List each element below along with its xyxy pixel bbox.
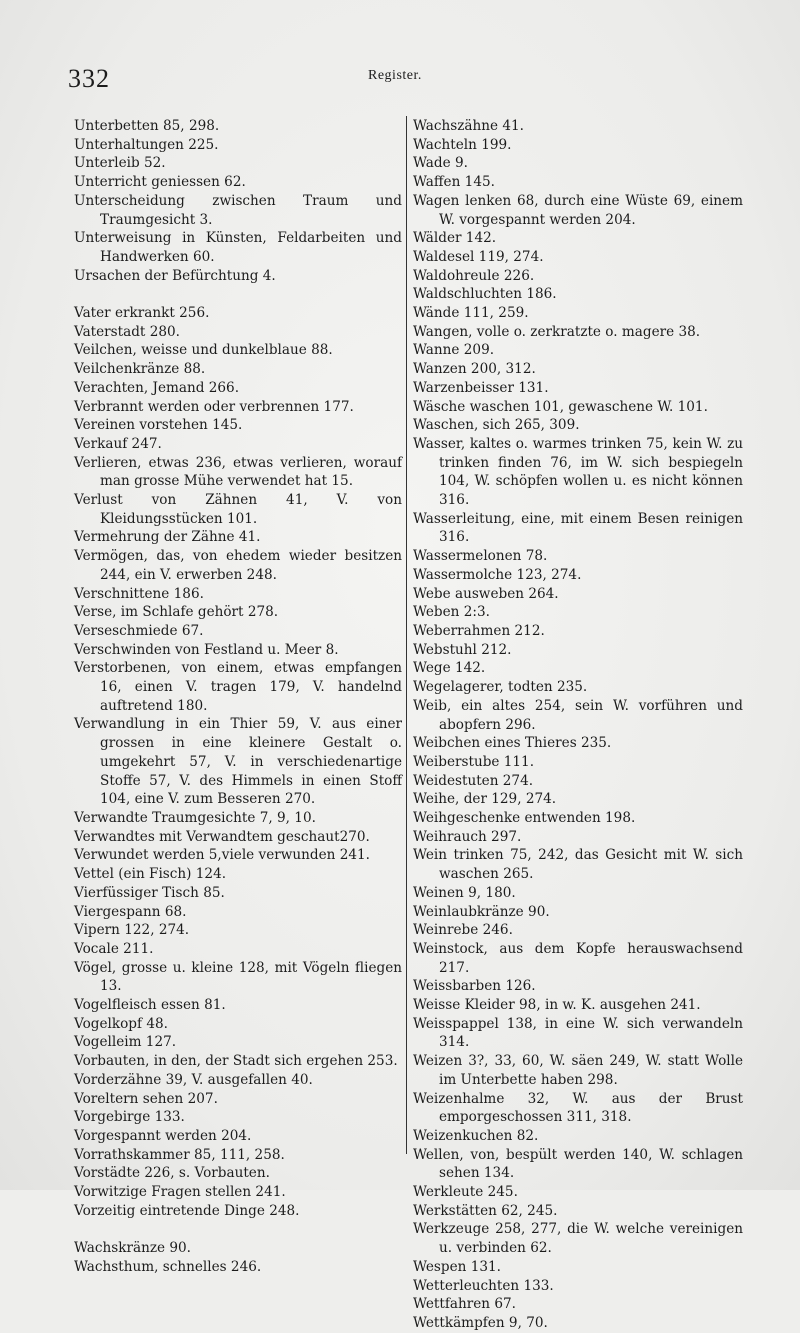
index-entry: Unterleib 52.: [74, 155, 166, 172]
index-entry: Veilchenkränze 88.: [74, 361, 206, 378]
index-entry: Wein trinken 75, 242, das Gesicht mit W. sich waschen 265.: [413, 847, 743, 883]
index-entry: Vogelfleisch essen 81.: [74, 997, 226, 1014]
index-entry: Vorwitzige Fragen stellen 241.: [74, 1184, 286, 1201]
index-entry: Vorderzähne 39, V. ausgefallen 40.: [74, 1071, 313, 1088]
index-entry: Vorgebirge 133.: [74, 1109, 185, 1126]
index-entry: Wettkämpfen 9, 70.: [413, 1315, 548, 1331]
index-entry: Wanne 209.: [413, 342, 495, 359]
index-entry: Werkstätten 62, 245.: [413, 1202, 558, 1219]
index-entry: Weinlaubkränze 90.: [413, 903, 550, 920]
section-gap: [74, 1220, 402, 1239]
index-entry: Vierfüssiger Tisch 85.: [74, 884, 225, 901]
index-entry: Wegelagerer, todten 235.: [413, 679, 588, 696]
index-entry: Verkauf 247.: [74, 435, 162, 452]
page-number: 332: [68, 64, 110, 93]
index-entry: Weizenhalme 32, W. aus der Brust emporgeschossen 311, 318.: [413, 1090, 743, 1126]
index-entry: Weihgeschenke entwenden 198.: [413, 810, 636, 827]
index-entry: Vereinen vorstehen 145.: [74, 417, 243, 434]
index-entry: Waschen, sich 265, 309.: [413, 417, 580, 434]
index-entry: Vorgespannt werden 204.: [74, 1127, 252, 1144]
index-entry: Wachsthum, schnelles 246.: [74, 1258, 262, 1275]
index-entry: Wege 142.: [413, 660, 486, 677]
index-entry: Verwandte Traumgesichte 7, 9, 10.: [74, 810, 316, 826]
index-entry: Weisspappel 138, in eine W. sich verwandeln 314.: [413, 1015, 743, 1051]
index-entry: Weinrebe 246.: [413, 922, 513, 939]
index-entry: Verse, im Schlafe gehört 278.: [74, 604, 279, 621]
index-entry: Vaterstadt 280.: [74, 323, 180, 340]
index-entry: Wasserleitung, eine, mit einem Besen reinigen 316.: [413, 510, 743, 546]
index-entry: Werkleute 245.: [413, 1184, 518, 1201]
index-entry: Wellen, von, bespült werden 140, W. schlagen sehen 134.: [413, 1146, 743, 1182]
index-entry: Vocale 211.: [74, 940, 154, 957]
index-entry: Vorbauten, in den, der Stadt sich ergehen 253.: [74, 1053, 398, 1070]
index-entry: Wachszähne 41.: [413, 118, 524, 134]
index-entry: Unterricht geniessen 62.: [74, 174, 246, 191]
index-entry: Wasser, kaltes o. warmes trinken 75, kein W. zu trinken finden 76, im W. sich bespiegeln 104, W. schöpfen wollen u. es nicht können 316.: [413, 435, 743, 509]
index-entry: Waldschluchten 186.: [413, 286, 557, 303]
index-entry: Webstuhl 212.: [413, 641, 512, 658]
index-entry: Weihe, der 129, 274.: [413, 791, 557, 808]
index-entry: Verlust von Zähnen 41, V. von Kleidungsstücken 101.: [74, 492, 402, 527]
index-entry: Voreltern sehen 207.: [74, 1090, 218, 1107]
index-entry: Verlieren, etwas 236, etwas verlieren, worauf man grosse Mühe verwendet hat 15.: [74, 454, 402, 490]
index-entry: Wade 9.: [413, 155, 468, 172]
index-entry: Weiberstube 111.: [413, 753, 535, 770]
index-entry: Waldesel 119, 274.: [413, 248, 544, 265]
index-entry: Vögel, grosse u. kleine 128, mit Vögeln fliegen 13.: [74, 959, 402, 995]
index-entry: Verseschmiede 67.: [74, 622, 204, 639]
index-entry: Vipern 122, 274.: [74, 922, 190, 939]
index-entry: Wachteln 199.: [413, 136, 512, 153]
index-entry: Vermögen, das, von ehedem wieder besitzen 244, ein V. erwerben 248.: [74, 548, 402, 583]
index-entry: Wettfahren 67.: [413, 1296, 516, 1313]
index-entry: Wachskränze 90.: [74, 1240, 191, 1257]
index-entry: Unterweisung in Künsten, Feldarbeiten und Handwerken 60.: [74, 230, 402, 265]
index-entry: Wagen lenken 68, durch eine Wüste 69, einem W. vorgespannt werden 204.: [413, 192, 743, 228]
index-entry: Weibchen eines Thieres 235.: [413, 735, 612, 752]
index-entry: Vogelkopf 48.: [74, 1015, 168, 1032]
column-divider: [406, 116, 407, 1154]
index-entry: Vorstädte 226, s. Vorbauten.: [74, 1165, 270, 1182]
index-entry: Waldohreule 226.: [413, 267, 535, 284]
index-entry: Weidestuten 274.: [413, 772, 534, 789]
index-entry: Weihrauch 297.: [413, 828, 522, 845]
index-entry: Vogelleim 127.: [74, 1034, 177, 1051]
index-entry: Vorrathskammer 85, 111, 258.: [74, 1146, 285, 1163]
index-entry: Wespen 131.: [413, 1258, 501, 1275]
index-entry: Verwandtes mit Verwandtem geschaut270.: [74, 828, 370, 845]
index-entry: Verwandlung in ein Thier 59, V. aus einer grossen in eine kleinere Gestalt o. umgekehrt 57, V. in verschiedenartige Stoffe 57, V. des Himmels in einen Stoff 104, eine V. zum Besseren 270.: [74, 716, 402, 808]
index-entry: Weib, ein altes 254, sein W. vorführen und abopfern 296.: [413, 697, 743, 733]
index-entry: Weinstock, aus dem Kopfe herauswachsend 217.: [413, 940, 743, 976]
index-entry: Weinen 9, 180.: [413, 884, 516, 901]
index-entry: Vettel (ein Fisch) 124.: [74, 866, 227, 883]
index-entry: Weizen 3?, 33, 60, W. säen 249, W. statt Wolle im Unterbette haben 298.: [413, 1053, 743, 1088]
index-entry: Weisse Kleider 98, in w. K. ausgehen 241.: [413, 997, 701, 1014]
index-entry: Werkzeuge 258, 277, die W. welche vereinigen u. verbinden 62.: [413, 1221, 743, 1257]
index-entry: Warzenbeisser 131.: [413, 379, 549, 396]
index-entry: Wälder 142.: [413, 230, 497, 247]
index-column-right: [413, 117, 743, 1333]
index-entry: Vermehrung der Zähne 41.: [74, 529, 261, 546]
index-entry: Verschnittene 186.: [74, 585, 204, 602]
index-entry: Unterhaltungen 225.: [74, 136, 219, 153]
index-entry: Viergespann 68.: [74, 903, 187, 920]
index-entry: Wassermolche 123, 274.: [413, 566, 582, 583]
index-entry: Wände 111, 259.: [413, 305, 529, 322]
index-entry: Wassermelonen 78.: [413, 548, 548, 565]
index-entry: Unterscheidung zwischen Traum und Traumgesicht 3.: [74, 192, 402, 228]
index-entry: Veilchen, weisse und dunkelblaue 88.: [74, 342, 333, 359]
index-entry: Verschwinden von Festland u. Meer 8.: [74, 641, 339, 658]
index-entry: Webe ausweben 264.: [413, 585, 559, 602]
index-entry: Verbrannt werden oder verbrennen 177.: [74, 398, 354, 415]
index-entry: Wanzen 200, 312.: [413, 361, 536, 378]
index-entry: Weben 2:3.: [413, 604, 490, 621]
index-entry: Vater erkrankt 256.: [74, 305, 210, 322]
index-entry: Weissbarben 126.: [413, 978, 536, 995]
index-entry: Weberrahmen 212.: [413, 622, 545, 639]
section-gap: [74, 285, 402, 304]
index-entry: Wäsche waschen 101, gewaschene W. 101.: [413, 398, 708, 415]
index-column-left: [74, 117, 402, 1277]
index-entry: Waffen 145.: [413, 174, 495, 191]
running-head: Register.: [368, 68, 422, 83]
index-entry: Ursachen der Befürchtung 4.: [74, 267, 276, 284]
index-entry: Unterbetten 85, 298.: [74, 118, 220, 134]
index-entry: Vorzeitig eintretende Dinge 248.: [74, 1202, 300, 1219]
index-entry: Verachten, Jemand 266.: [74, 379, 240, 396]
index-entry: Verwundet werden 5,viele verwunden 241.: [74, 847, 371, 864]
index-entry: Weizenkuchen 82.: [413, 1127, 539, 1144]
index-entry: Verstorbenen, von einem, etwas empfangen 16, einen V. tragen 179, V. handelnd auftretend 180.: [74, 660, 402, 714]
index-entry: Wangen, volle o. zerkratzte o. magere 38.: [413, 323, 701, 340]
index-entry: Wetterleuchten 133.: [413, 1277, 554, 1294]
